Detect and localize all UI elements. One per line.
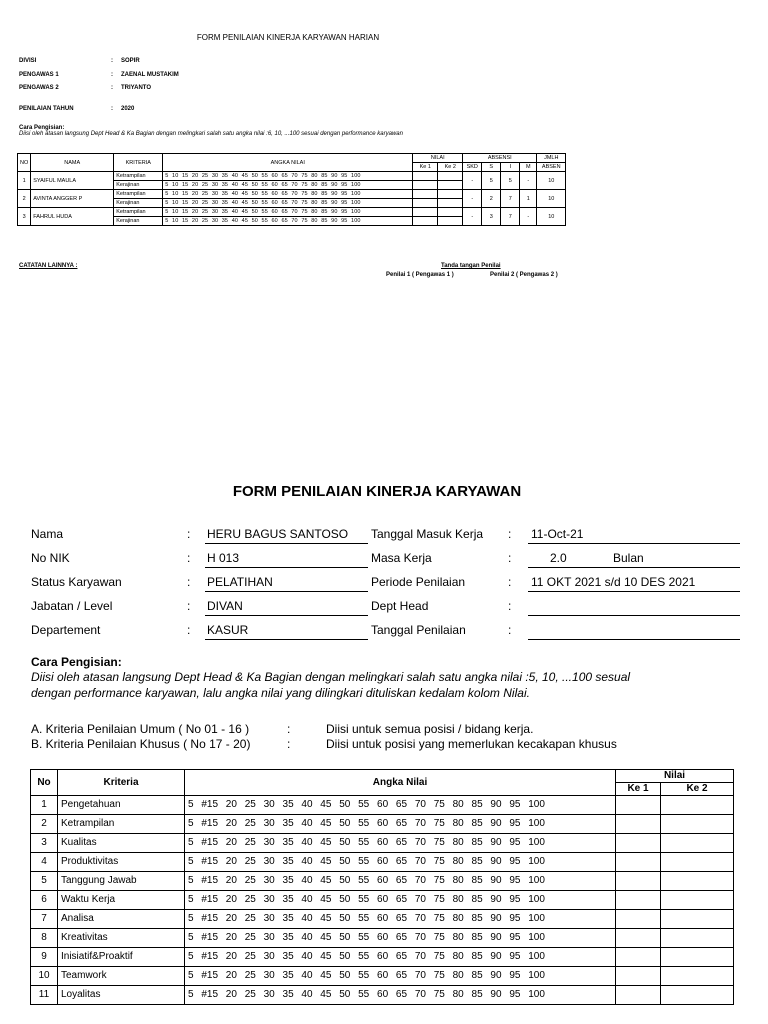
- table-row: [31, 815, 734, 834]
- signature-penilai2: Penilai 2 ( Pengawas 2 ): [490, 272, 558, 278]
- row-kriteria: Tanggung Jawab: [58, 872, 185, 891]
- underline: [205, 543, 368, 544]
- nilai-ke2-cell[interactable]: [661, 891, 734, 910]
- header-ke2: Ke 2: [438, 163, 463, 172]
- page1-instructions: [19, 125, 403, 137]
- instructions-line2: dengan performance karyawan, lalu angka nilai yang dilingkari dituliskan kedalam kolom Nilai.: [31, 686, 530, 700]
- nilai-ke1-cell[interactable]: [616, 834, 661, 853]
- row-kriteria: Kerajinan: [114, 181, 163, 190]
- row-jmlh: 10: [537, 172, 566, 190]
- field-label-nik: No NIK: [31, 551, 70, 565]
- row-scale[interactable]: 5 #15 20 25 30 35 40 45 50 55 60 65 70 75 80 85 90 95 100: [185, 929, 616, 948]
- row-kriteria: Teamwork: [58, 967, 185, 986]
- header-absen: ABSEN: [537, 163, 566, 172]
- field-colon: :: [508, 575, 512, 589]
- instructions-text: Diisi oleh atasan langsung Dept Head & Ka Bagian dengan melingkari salah satu angka nilai :6, 10, ...100 sesuai dengan performance karyawan: [19, 131, 403, 137]
- row-nama: AVINTA ANGGER P: [31, 190, 114, 208]
- header-nilai: Nilai: [616, 770, 734, 783]
- row-no: 2: [18, 190, 31, 208]
- nilai-ke2-cell[interactable]: [661, 986, 734, 1005]
- criteria-b-label: B. Kriteria Penilaian Khusus ( No 17 - 20): [31, 737, 251, 751]
- field-colon: :: [111, 58, 113, 64]
- row-scale[interactable]: 5 10 15 20 25 30 35 40 45 50 55 60 65 70 75 80 85 90 95 100: [163, 199, 413, 208]
- underline: [528, 543, 740, 544]
- underline: [205, 567, 368, 568]
- field-value-departement[interactable]: KASUR: [207, 623, 249, 637]
- row-scale[interactable]: 5 #15 20 25 30 35 40 45 50 55 60 65 70 75 80 85 90 95 100: [185, 834, 616, 853]
- row-scale[interactable]: 5 #15 20 25 30 35 40 45 50 55 60 65 70 75 80 85 90 95 100: [185, 891, 616, 910]
- field-colon: :: [187, 551, 191, 565]
- field-value-nik[interactable]: H 013: [207, 551, 240, 565]
- field-label-tanggal-masuk: Tanggal Masuk Kerja: [371, 527, 484, 541]
- underline: [528, 639, 740, 640]
- header-nama: NAMA: [31, 154, 114, 172]
- header-absensi: ABSENSI: [463, 154, 537, 163]
- field-label-status: Status Karyawan: [31, 575, 122, 589]
- field-value-pengawas1: ZAENAL MUSTAKIM: [121, 72, 179, 78]
- table-row: [18, 208, 566, 217]
- table-row: [31, 853, 734, 872]
- nilai-ke1-cell[interactable]: [616, 948, 661, 967]
- row-no: 2: [31, 815, 58, 834]
- field-value-nama[interactable]: HERU BAGUS SANTOSO: [207, 527, 349, 541]
- row-scale[interactable]: 5 #15 20 25 30 35 40 45 50 55 60 65 70 75 80 85 90 95 100: [185, 853, 616, 872]
- field-value-jabatan[interactable]: DIVAN: [207, 599, 243, 613]
- field-colon: :: [187, 599, 191, 613]
- row-no: 6: [31, 891, 58, 910]
- header-no: No: [31, 770, 58, 796]
- field-label-pengawas1: PENGAWAS 1: [19, 72, 59, 78]
- underline: [528, 591, 740, 592]
- row-no: 4: [31, 853, 58, 872]
- header-ke2: Ke 2: [661, 783, 734, 796]
- nilai-ke2-cell[interactable]: [661, 872, 734, 891]
- field-colon: :: [187, 527, 191, 541]
- header-kriteria: Kriteria: [58, 770, 185, 796]
- header-skd: SKD: [463, 163, 482, 172]
- row-kriteria: Kreativitas: [58, 929, 185, 948]
- row-scale[interactable]: 5 #15 20 25 30 35 40 45 50 55 60 65 70 75 80 85 90 95 100: [185, 967, 616, 986]
- page1-title: FORM PENILAIAN KINERJA KARYAWAN HARIAN: [196, 33, 380, 42]
- nilai-ke1-cell[interactable]: [413, 199, 438, 208]
- nilai-ke1-cell[interactable]: [616, 872, 661, 891]
- table-row: [18, 190, 566, 199]
- field-value-masa-kerja[interactable]: 2.0: [550, 551, 567, 565]
- underline: [528, 567, 740, 568]
- table-row: [31, 967, 734, 986]
- row-no: 9: [31, 948, 58, 967]
- header-m: M: [520, 163, 537, 172]
- row-kriteria: Pengetahuan: [58, 796, 185, 815]
- row-no: 8: [31, 929, 58, 948]
- row-scale[interactable]: 5 10 15 20 25 30 35 40 45 50 55 60 65 70 75 80 85 90 95 100: [163, 208, 413, 217]
- row-kriteria: Loyalitas: [58, 986, 185, 1005]
- row-scale[interactable]: 5 #15 20 25 30 35 40 45 50 55 60 65 70 75 80 85 90 95 100: [185, 815, 616, 834]
- row-scale[interactable]: 5 #15 20 25 30 35 40 45 50 55 60 65 70 75 80 85 90 95 100: [185, 796, 616, 815]
- row-no: 1: [31, 796, 58, 815]
- row-scale[interactable]: 5 #15 20 25 30 35 40 45 50 55 60 65 70 75 80 85 90 95 100: [185, 986, 616, 1005]
- table-row: [18, 172, 566, 181]
- table-row: [31, 910, 734, 929]
- header-jmlh: JMLH: [537, 154, 566, 163]
- underline: [205, 615, 368, 616]
- row-i: 7: [501, 190, 520, 208]
- field-label-jabatan: Jabatan / Level: [31, 599, 113, 613]
- criteria-a-desc: Diisi untuk semua posisi / bidang kerja.: [326, 722, 534, 736]
- instructions-title: Cara Pengisian:: [19, 125, 65, 131]
- header-nilai: NILAI: [413, 154, 463, 163]
- nilai-ke1-cell[interactable]: [616, 929, 661, 948]
- nilai-ke2-cell[interactable]: [661, 948, 734, 967]
- field-label-tahun: PENILAIAN TAHUN: [19, 106, 74, 112]
- field-colon: :: [187, 623, 191, 637]
- field-value-status[interactable]: PELATIHAN: [207, 575, 273, 589]
- row-s: 3: [482, 208, 501, 226]
- nilai-ke2-cell[interactable]: [661, 796, 734, 815]
- nilai-ke2-cell[interactable]: [438, 190, 463, 199]
- table-row: [31, 986, 734, 1005]
- nilai-ke1-cell[interactable]: [413, 172, 438, 181]
- evaluation-table: [30, 769, 734, 1005]
- table-row: [31, 948, 734, 967]
- nilai-ke2-cell[interactable]: [661, 815, 734, 834]
- field-value-divisi: SOPIR: [121, 58, 140, 64]
- row-skd: -: [463, 172, 482, 190]
- underline: [528, 615, 740, 616]
- nilai-ke2-cell[interactable]: [661, 929, 734, 948]
- table-row: [31, 929, 734, 948]
- nilai-ke1-cell[interactable]: [616, 891, 661, 910]
- row-no: 3: [31, 834, 58, 853]
- row-kriteria: Ketrampilan: [114, 172, 163, 181]
- field-value-periode[interactable]: 11 OKT 2021 s/d 10 DES 2021: [531, 575, 696, 589]
- nilai-ke2-cell[interactable]: [438, 217, 463, 226]
- field-colon: :: [508, 599, 512, 613]
- row-scale[interactable]: 5 10 15 20 25 30 35 40 45 50 55 60 65 70 75 80 85 90 95 100: [163, 217, 413, 226]
- nilai-ke2-cell[interactable]: [661, 853, 734, 872]
- row-kriteria: Produktivitas: [58, 853, 185, 872]
- field-colon: :: [111, 106, 113, 112]
- underline: [205, 591, 368, 592]
- row-kriteria: Ketrampilan: [58, 815, 185, 834]
- table-row: [31, 834, 734, 853]
- field-colon: :: [111, 72, 113, 78]
- row-jmlh: 10: [537, 190, 566, 208]
- nilai-ke1-cell[interactable]: [616, 986, 661, 1005]
- page2-title: FORM PENILAIAN KINERJA KARYAWAN: [232, 483, 522, 500]
- criteria-b-desc: Diisi untuk posisi yang memerlukan kecakapan khusus: [326, 737, 617, 751]
- field-label-dept-head: Dept Head: [371, 599, 429, 613]
- row-s: 2: [482, 190, 501, 208]
- row-kriteria: Ketrampilan: [114, 190, 163, 199]
- nilai-ke1-cell[interactable]: [616, 796, 661, 815]
- instructions-line1: Diisi oleh atasan langsung Dept Head & Ka Bagian dengan melingkari salah satu angka nilai :5, 10, ...100 sesual: [31, 670, 631, 684]
- field-label-periode: Periode Penilaian: [371, 575, 466, 589]
- table-row: [31, 872, 734, 891]
- row-no: 10: [31, 967, 58, 986]
- header-i: I: [501, 163, 520, 172]
- page2-instructions: [31, 655, 711, 701]
- field-unit-bulan: Bulan: [613, 551, 644, 565]
- nilai-ke1-cell[interactable]: [413, 217, 438, 226]
- field-colon: :: [508, 527, 512, 541]
- nilai-ke2-cell[interactable]: [661, 834, 734, 853]
- row-i: 7: [501, 208, 520, 226]
- field-value-pengawas2: TRIYANTO: [121, 85, 152, 91]
- row-jmlh: 10: [537, 208, 566, 226]
- field-label-nama: Nama: [31, 527, 64, 541]
- row-m: -: [520, 208, 537, 226]
- field-colon: :: [508, 551, 512, 565]
- nilai-ke2-cell[interactable]: [661, 967, 734, 986]
- field-colon: :: [287, 722, 291, 736]
- row-scale[interactable]: 5 #15 20 25 30 35 40 45 50 55 60 65 70 75 80 85 90 95 100: [185, 948, 616, 967]
- nilai-ke1-cell[interactable]: [616, 815, 661, 834]
- row-scale[interactable]: 5 10 15 20 25 30 35 40 45 50 55 60 65 70 75 80 85 90 95 100: [163, 190, 413, 199]
- header-s: S: [482, 163, 501, 172]
- nilai-ke2-cell[interactable]: [438, 208, 463, 217]
- field-colon: :: [508, 623, 512, 637]
- row-nama: FAHRUL HUDA: [31, 208, 114, 226]
- header-angka-nilai: Angka Nilai: [185, 770, 616, 796]
- daily-evaluation-table: [17, 153, 566, 226]
- row-kriteria: Kerajinan: [114, 217, 163, 226]
- row-m: 1: [520, 190, 537, 208]
- table-row: [31, 796, 734, 815]
- nilai-ke1-cell[interactable]: [413, 208, 438, 217]
- row-scale[interactable]: 5 10 15 20 25 30 35 40 45 50 55 60 65 70 75 80 85 90 95 100: [163, 172, 413, 181]
- row-kriteria: Kualitas: [58, 834, 185, 853]
- row-no: 3: [18, 208, 31, 226]
- row-nama: SYAIFUL MAULA: [31, 172, 114, 190]
- field-label-pengawas2: PENGAWAS 2: [19, 85, 59, 91]
- nilai-ke2-cell[interactable]: [438, 172, 463, 181]
- signature-title: Tanda tangan Penilai: [441, 263, 501, 269]
- header-ke1: Ke 1: [616, 783, 661, 796]
- row-no: 7: [31, 910, 58, 929]
- field-label-tanggal-penilaian: Tanggal Penilaian: [371, 623, 466, 637]
- nilai-ke1-cell[interactable]: [616, 853, 661, 872]
- underline: [205, 639, 368, 640]
- field-colon: :: [111, 85, 113, 91]
- row-scale[interactable]: 5 #15 20 25 30 35 40 45 50 55 60 65 70 75 80 85 90 95 100: [185, 872, 616, 891]
- nilai-ke1-cell[interactable]: [616, 967, 661, 986]
- nilai-ke2-cell[interactable]: [438, 199, 463, 208]
- field-colon: :: [187, 575, 191, 589]
- instructions-title: Cara Pengisian:: [31, 655, 122, 669]
- nilai-ke1-cell[interactable]: [413, 181, 438, 190]
- row-m: -: [520, 172, 537, 190]
- nilai-ke1-cell[interactable]: [616, 910, 661, 929]
- header-kriteria: KRITERIA: [114, 154, 163, 172]
- nilai-ke1-cell[interactable]: [413, 190, 438, 199]
- row-skd: -: [463, 190, 482, 208]
- catatan-lainnya: CATATAN LAINNYA :: [19, 263, 78, 269]
- field-colon: :: [287, 737, 291, 751]
- header-no: NO: [18, 154, 31, 172]
- row-skd: -: [463, 208, 482, 226]
- row-kriteria: Analisa: [58, 910, 185, 929]
- nilai-ke2-cell[interactable]: [661, 910, 734, 929]
- row-scale[interactable]: 5 #15 20 25 30 35 40 45 50 55 60 65 70 75 80 85 90 95 100: [185, 910, 616, 929]
- header-angka-nilai: ANGKA NILAI: [163, 154, 413, 172]
- table-row: [31, 891, 734, 910]
- row-i: 5: [501, 172, 520, 190]
- field-value-tanggal-masuk[interactable]: 11-Oct-21: [531, 527, 584, 541]
- criteria-a-label: A. Kriteria Penilaian Umum ( No 01 - 16 ): [31, 722, 250, 736]
- row-scale[interactable]: 5 10 15 20 25 30 35 40 45 50 55 60 65 70 75 80 85 90 95 100: [163, 181, 413, 190]
- row-kriteria: Waktu Kerja: [58, 891, 185, 910]
- row-kriteria: Inisiatif&Proaktif: [58, 948, 185, 967]
- row-no: 11: [31, 986, 58, 1005]
- row-kriteria: Ketrampilan: [114, 208, 163, 217]
- nilai-ke2-cell[interactable]: [438, 181, 463, 190]
- signature-penilai1: Penilai 1 ( Pengawas 1 ): [386, 272, 454, 278]
- field-label-divisi: DIVISI: [19, 58, 37, 64]
- field-label-departement: Departement: [31, 623, 101, 637]
- field-value-tahun: 2020: [121, 106, 135, 112]
- row-kriteria: Kerajinan: [114, 199, 163, 208]
- row-no: 1: [18, 172, 31, 190]
- header-ke1: Ke 1: [413, 163, 438, 172]
- field-label-masa-kerja: Masa Kerja: [371, 551, 432, 565]
- row-s: 5: [482, 172, 501, 190]
- row-no: 5: [31, 872, 58, 891]
